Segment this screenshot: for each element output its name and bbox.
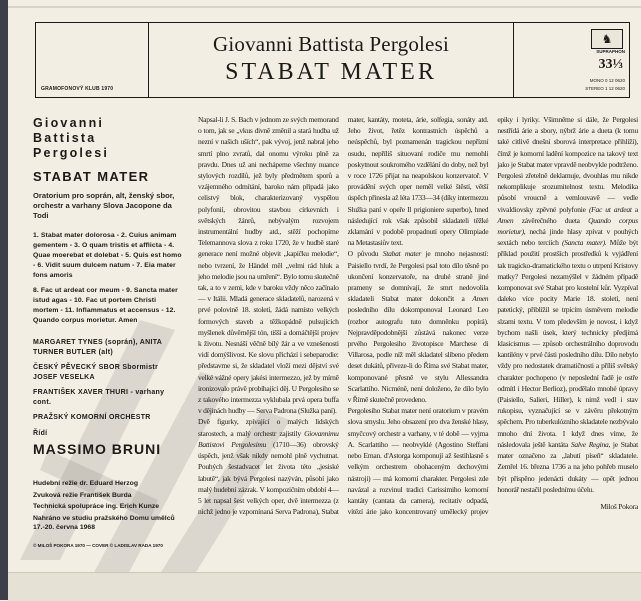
italic-text: (Sancta mater). [561,238,607,248]
paragraph-text: závěrečného dueta [513,215,589,225]
copyright: © MILOŠ POKORA 1970 — COVER © LADISLAV RADA 1970 [33,542,163,548]
paragraph-text: posledního dílu dokomponoval Leonard Leo (rozbor autografu tuto domněnku popírá). Nejpravděpodobnější zůstává nakonec verze prvého Pergolesiho životopisce Marchese di Villarosa, podle níž měl skladatel slíbeno předem deset dukátů, přiveze-li do Říma své Stabat mater, komponované přesně ve stylu Allessandra Scarlattiho. Nicméně, není doloženo, že dílo bylo v Římě skutečně provedeno. [347,305,489,405]
italic-text: Quando corpus morietur), [497,215,638,237]
header-left-cell [36,23,149,97]
paragraph-text: je mnoho nejasností: Paisiello tvrdí, že Pergolesi psal toto dílo těsně po ukončení konzervatoře, na druhé straně jiné prameny se domnívají, že smrt nedovolila skladateli Stabat mater dokončit a [347,249,489,304]
credits-column [33,116,183,548]
paragraph-text: (1710—36) obrovský úspěch, jenž však nikdy nemohl plně vychutnat. Pouhých šestadvacet let života této „jesiské labutě“, jak bývá Pergolesi nazýván, působí jako malý hudební zázrak. V kompozičním období 4—5 let napsal šest velkých oper, dvě intermezza (z nichž jedno je vzpomínaná Serva Padrona), Stabat mater, kantáty, moteta, árie, solfegia, sonáty atd. Jeho život, řetěz kontrastních úspěchů a neúspěchů, byl poznamenán tragickou nepřízní osudu, nepříliš situovaní rodiče mu nemohli poskytnout soukromého vzdělání do doby, než byl v roce 1726 přijat na neapolskou konzervatoř. V provádění svých oper neměl velké štěstí, větší úspěch přinesla až léta 1733—34 (díky intermezzu Služka paní v opeře Il prigioniere superbo), hned následující rok však způsobil skladateli těžké zklamání v podobě propadnutí opery Olimpiade na Metastasiův text. [198,115,489,517]
credit-line: Technická spolupráce ing. Erich Kunze [33,503,160,510]
performer: MARGARET TYNES (soprán), ANITA TURNER BUTLER (alt) [33,339,162,356]
paragraph-text: a [631,204,638,214]
header-right-cell [514,23,629,97]
speed-label: 33⅓ [598,57,623,72]
author-signature: Miloš Pokora [600,501,638,511]
paragraph-text: nechá jinde hlasy zpívat v pouhých sextách nebo terciích [497,227,638,248]
paragraph-text: Pergolesiho Stabat mater není oratorium v pravém slova smyslu. Jeho obsazení pro dva ženské hlasy, smyčcový orchestr a varhany, v té době — vyjma A. Scarlattiho — neobvyklé (Agostino Steffani nebo Eman. d'Astorga komponují až šestihlasně s velkým orchestrem obohaceným dechovými nástroji) — má komorní charakter. Pergolesi zde navázal a rozvinul tradici Carissimiho komorní kantáty (cantata da camera), recitativ odpadá, vítězí árie jako koncentrovaný umělecký projev epiky i lyriky. Všimněme si dále, že Pergolesi nestřídá árie a sbory, nýbrž árie a dueta (k tomu také citlivě dnešní sborová interpretace přihlíží), čímž je komorní ladění kompozice na takový text jako je Stabat mater vpravdě neobvykle podtrženo. Pergolesi zřetelně deklamuje, dvouhlas mu nikde nekomplikuje srozumitelnost textu. Melodika působí vroucně a vemlouvavě — vedle vivaldiovsky zpěvné polyfonie [347,115,638,517]
top-edge [8,6,641,8]
paragraph-text: Může být příklad použití prostších prostředků k vyjádření tak tragicko-dramatického textu o utrpení Kristovy matky? Pergolesi nezamýšlel v žádném případě komponovat své Stabat pro kostelní kůr. Vyzpíval daleko více pocity Marie 18. století, není patetický, přiblížil se trpícím úsměvem melodie slzami textu. V tom především je novost, i když bychom našli úsek, který technicky předjímá klasicismus — způsob orchestrálního doprovodu kantilény v prvé části posledního dílu. Dílo nebylo vždy pro nedostatek dramatičnosti a příliš světský charakter pochopeno (v neposlední řadě je ostře odmítl i Hector Berlioz), prodělalo mnohé úpravy (Paisiello, Salieri, Hiller), k nimž vedl i stav rukopisu, vyznačující se v závěru překotným spěchem. Pro tuberkulózního skladatele nezbývalo mnoho dní života. I když dnes víme, že následovala ještě kantáta [497,238,638,449]
paragraph-text: Dvě figurky, zpívající o malých lidských starostech, a malý orchestr zajistily [198,417,339,438]
italic-text: Stabat mater [382,249,422,259]
track-list-side-a: 1. Stabat mater dolorosa - 2. Cuius animam gementem - 3. O quam tristis et afflicta - 4. Quae moerebat et dolebat - 5. Quis est homo - 6. Vidit suum dulcem natum - 7. Eia mater fons amoris [33,232,182,279]
header-box [35,22,630,98]
article-paragraph [198,114,339,416]
italic-text: Giovannimu Battistovi Pergolesimu [198,428,339,449]
supraphon-logo-icon: ♞ [591,29,623,49]
italic-text: Salve Regina [570,439,609,449]
track-list-side-b: 8. Fac ut ardeat cor meum - 9. Sancta mater istud agas - 10. Fac ut portem Christi mortem - 11. Inflammatus et accensus - 12. Quando corpus morietur. Amen [33,287,178,324]
liner-notes [198,114,638,517]
composer-line: Battista [33,131,97,145]
italic-text: (Fac ut ardeat [588,204,632,214]
composer-name: Giovanni Battista Pergolesi [213,32,449,56]
credit-line: Zvuková režie František Burda [33,491,132,499]
work-title-side: STABAT MATER [33,169,150,184]
conductor-label: Řídí [33,429,48,437]
stereo-catalog: STEREO 1 12 0620 [585,86,625,91]
work-title: STABAT MATER [225,59,437,85]
composer-line: Giovanni [33,116,105,130]
header-title-cell [149,23,514,97]
mono-catalog: MONO 0 12 0620 [589,78,625,83]
conductor-name: MASSIMO BRUNI [33,441,162,457]
sleeve-edge [0,0,8,600]
performer: FRANTIŠEK XAVER THURI - varhany cont. [33,389,165,406]
credit-line: Nahráno ve studiu pražského Domu umělců 17.-20. června 1968 [33,514,175,531]
paragraph-text: Napsal-li J. S. Bach v jednom ze svých memorand o tom, jak se „vkus divně změnil a stará hudba už nezní v našich uších“, pak vývoj, jenž nabral jeho smrtí plno zvratů, dal onomu výroku plně za pravdu. Dnes už ani nechápeme všechny nuance stylových rozdílů, jež byly předmětem sporů a vzájemného odmítání, baroko nám připadá jako celistvý blok, charakterizovaný vyspělou polyfonií, obrovitou stavbou církevních i světských žánrů, nebývalým rozvojem instrumentální hudby atd., stěží pochopíme Telemannova slova z roku 1720, že v hudbě staré generace není možné objevit „kapičku melodie“, nebo tvrzení, že Händel měl „velmi rád hluk a jeho melodie jsou na umření“. Bylo tomu skutečně tak, a to v zemi, kde v baroku vždy něco začínalo — v Itálii. Mladá generace skladatelů, narozená v prvé polovině 18. století, žádá namísto velkých formových staveb a těžkopádně pulsujících myšlenek důvěrnější tón, tišší a domáčtější projev k životu. Nesnáší věčně bílý žár a ve vznešenosti vidí domýšlivost. Ke slovu přichází i sebeparodie: představme si, že skladatel vloží mezi dějství své velké vážné opery jakési intermezzo, jež by mírně ironizovalo právě probíhající děj. U Pergolesiho se z takového intermezza vyklubala prvá opera buffa v dějinách hudby — Serva Padrona (Služka paní). [198,115,339,416]
work-description: Oratorium pro soprán, alt, ženský sbor, orchestr a varhany Slova Jacopone da Todi [33,191,175,220]
bottom-edge [8,572,641,601]
club-label: GRAMOFONOVÝ KLUB 1970 [41,86,114,92]
paragraph-text: , je Stabat mater označeno za „labutí píseň“ skladatele. Zemřel 16. března 1736 a na jeho pohřeb muselo být přispěno jedenácti dukáty — opět jednou honorář nestačil poslednímu účelu. [497,439,638,494]
label-name: SUPRAPHON [596,49,625,54]
performer: PRAŽSKÝ KOMORNÍ ORCHESTR [33,414,151,421]
italic-text: Amen [472,294,489,304]
composer-line: Pergolesi [33,146,110,160]
performer: ČESKÝ PĚVECKÝ SBOR Sbormistr JOSEF VESELKA [33,364,159,381]
paragraph-text: O původu [347,249,383,259]
article-paragraph [348,248,489,405]
italic-text: Amen [497,215,514,225]
credit-line: Hudební režie dr. Eduard Herzog [33,480,138,487]
